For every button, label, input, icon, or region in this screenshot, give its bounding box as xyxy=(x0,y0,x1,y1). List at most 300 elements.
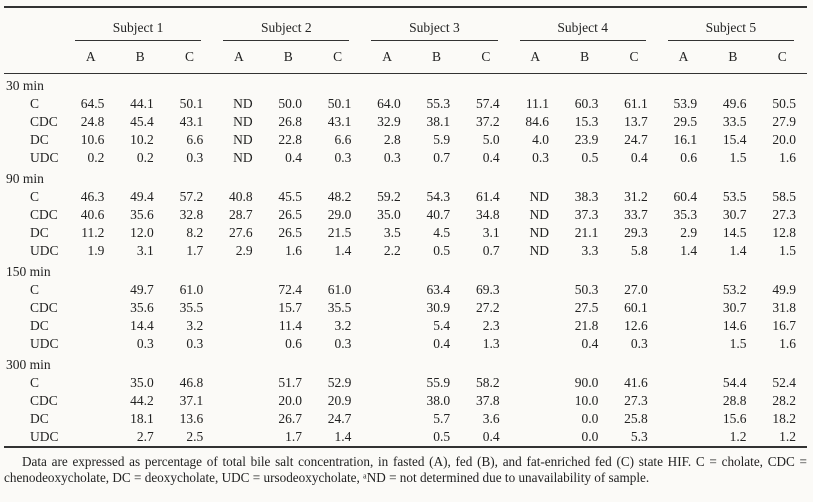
subject-label: Subject 1 xyxy=(75,20,201,41)
data-cell: 27.0 xyxy=(624,282,648,297)
data-cell: 16.1 xyxy=(673,132,698,147)
data-cell: 0.4 xyxy=(581,336,599,351)
data-cell: 3.1 xyxy=(482,225,500,240)
data-cell xyxy=(362,299,411,317)
data-cell: 45.4 xyxy=(130,114,154,129)
data-cell: 8.2 xyxy=(186,225,204,240)
data-cell: 35.5 xyxy=(179,300,204,315)
data-cell: 35.3 xyxy=(673,207,698,222)
data-cell: 21.1 xyxy=(574,225,599,240)
time-group-row xyxy=(4,353,807,374)
data-cell: 35.6 xyxy=(130,300,154,315)
data-cell: 2.9 xyxy=(680,225,698,240)
table-body xyxy=(4,74,807,448)
bile-salt-row-label: DC xyxy=(30,411,49,426)
data-cell: 1.7 xyxy=(186,243,204,258)
data-cell: 27.3 xyxy=(772,207,796,222)
data-cell: 4.0 xyxy=(532,132,549,147)
data-cell xyxy=(214,428,263,447)
subject-label: Subject 5 xyxy=(668,20,794,41)
bile-salt-row-label: C xyxy=(30,282,40,297)
time-group-label: 90 min xyxy=(6,171,44,186)
data-cell: 33.5 xyxy=(722,114,747,129)
data-cell: 1.4 xyxy=(334,429,352,444)
column-header-state-c-subject-4: C xyxy=(609,41,658,74)
data-cell: 1.4 xyxy=(334,243,352,258)
data-cell: 0.4 xyxy=(433,336,451,351)
data-cell: 0.4 xyxy=(482,429,500,444)
data-cell xyxy=(659,428,708,447)
data-cell xyxy=(511,392,560,410)
data-cell xyxy=(66,374,115,392)
data-cell: 6.6 xyxy=(334,132,352,147)
data-cell: 15.4 xyxy=(722,132,747,147)
data-cell: ND xyxy=(529,243,549,258)
column-header-subject-3 xyxy=(362,7,510,41)
data-cell: ND xyxy=(233,114,253,129)
column-header-state-c-subject-5: C xyxy=(758,41,807,74)
data-cell xyxy=(659,281,708,299)
data-cell: 0.7 xyxy=(433,150,451,165)
data-cell: 15.7 xyxy=(278,300,302,315)
data-cell: 63.4 xyxy=(426,282,451,297)
table-row xyxy=(4,410,807,428)
data-cell xyxy=(659,374,708,392)
data-cell: 34.8 xyxy=(475,207,500,222)
data-cell: 0.3 xyxy=(334,336,352,351)
table-footnote: Data are expressed as percentage of total bile salt concentration, in fasted (A), fed (B), and fat-enriched fed (C) state HIF. C = cholate, CDC = chenodeoxycholate, DC = deoxycholate, UDC = ursodeoxycholate, ᵃND = not determined due to unavailability of sample. xyxy=(4,454,807,485)
data-cell: 27.2 xyxy=(475,300,500,315)
data-cell: 11.2 xyxy=(81,225,105,240)
data-cell: 0.3 xyxy=(532,150,549,165)
data-cell: 26.7 xyxy=(278,411,302,426)
data-cell: 11.4 xyxy=(278,318,302,333)
time-group-label: 150 min xyxy=(6,264,51,279)
data-cell: 1.6 xyxy=(285,243,302,258)
data-cell: 2.3 xyxy=(482,318,500,333)
bile-salt-row-label: CDC xyxy=(30,114,58,129)
data-cell: 0.0 xyxy=(581,411,599,426)
data-cell: 1.6 xyxy=(779,336,796,351)
data-cell: 1.4 xyxy=(680,243,698,258)
data-cell xyxy=(362,335,411,353)
data-cell: 33.7 xyxy=(624,207,648,222)
table-row xyxy=(4,149,807,167)
time-group-row xyxy=(4,167,807,188)
bile-salt-row-label: CDC xyxy=(30,207,58,222)
table-head xyxy=(4,7,807,74)
data-cell: 10.6 xyxy=(80,132,105,147)
column-header-state-a-subject-3: A xyxy=(362,41,411,74)
data-cell xyxy=(362,281,411,299)
data-cell: 35.0 xyxy=(130,375,154,390)
data-cell: 0.3 xyxy=(383,150,401,165)
data-cell: 44.1 xyxy=(130,96,154,111)
column-header-state-b-subject-2: B xyxy=(264,41,313,74)
data-cell: 30.9 xyxy=(426,300,451,315)
data-cell: 6.6 xyxy=(186,132,204,147)
data-cell: 58.2 xyxy=(475,375,500,390)
data-cell: 61.4 xyxy=(475,189,500,204)
data-cell: 49.9 xyxy=(772,282,796,297)
data-cell: 40.6 xyxy=(80,207,105,222)
table-row xyxy=(4,206,807,224)
data-cell: 10.0 xyxy=(574,393,599,408)
data-cell xyxy=(659,317,708,335)
data-cell xyxy=(659,299,708,317)
subject-label: Subject 3 xyxy=(371,20,497,41)
data-cell: 64.0 xyxy=(377,96,401,111)
data-cell: 0.5 xyxy=(581,150,599,165)
data-cell: 22.8 xyxy=(278,132,302,147)
table-row xyxy=(4,131,807,149)
data-cell: 72.4 xyxy=(278,282,302,297)
bile-salt-row-label: C xyxy=(30,96,40,111)
data-cell: 54.3 xyxy=(426,189,451,204)
data-cell: 59.2 xyxy=(377,189,401,204)
data-cell: 14.6 xyxy=(722,318,747,333)
data-cell xyxy=(214,299,263,317)
data-cell: 1.2 xyxy=(779,429,796,444)
data-cell: ND xyxy=(233,132,253,147)
data-cell xyxy=(362,410,411,428)
time-group-row xyxy=(4,74,807,96)
data-cell: 1.5 xyxy=(779,243,796,258)
data-cell: 2.2 xyxy=(383,243,401,258)
data-cell: 5.8 xyxy=(630,243,648,258)
data-cell: ND xyxy=(529,207,549,222)
table-row xyxy=(4,188,807,206)
data-cell: 0.0 xyxy=(581,429,599,444)
data-cell: 28.8 xyxy=(722,393,747,408)
bile-salt-row-label: UDC xyxy=(30,429,59,444)
data-cell: 69.3 xyxy=(475,282,500,297)
data-cell: 38.3 xyxy=(574,189,599,204)
data-cell: 5.9 xyxy=(433,132,451,147)
data-cell: 0.2 xyxy=(136,150,154,165)
data-cell: 0.3 xyxy=(630,336,648,351)
data-cell: 13.7 xyxy=(624,114,648,129)
data-cell: 0.5 xyxy=(433,429,451,444)
data-cell xyxy=(214,410,263,428)
data-cell: 0.4 xyxy=(285,150,302,165)
data-cell: 64.5 xyxy=(80,96,105,111)
data-cell: 2.8 xyxy=(383,132,401,147)
data-cell: 27.9 xyxy=(772,114,796,129)
column-header-state-b-subject-4: B xyxy=(560,41,609,74)
data-cell: 61.0 xyxy=(327,282,352,297)
data-cell: 29.5 xyxy=(673,114,698,129)
data-cell xyxy=(659,335,708,353)
column-header-state-b-subject-1: B xyxy=(115,41,164,74)
data-cell: 37.2 xyxy=(475,114,500,129)
data-cell: 0.3 xyxy=(334,150,352,165)
data-cell: 25.8 xyxy=(624,411,648,426)
data-cell: 57.4 xyxy=(475,96,500,111)
data-cell: 16.7 xyxy=(772,318,796,333)
data-cell xyxy=(214,335,263,353)
data-cell: 28.7 xyxy=(228,207,253,222)
data-cell: 1.7 xyxy=(285,429,302,444)
data-cell: 20.0 xyxy=(772,132,796,147)
data-cell: 60.1 xyxy=(624,300,648,315)
data-cell: 35.5 xyxy=(327,300,352,315)
column-header-state-a-subject-2: A xyxy=(214,41,263,74)
data-cell xyxy=(362,374,411,392)
column-header-state-a-subject-5: A xyxy=(659,41,708,74)
state-header-row xyxy=(4,41,807,74)
data-cell: 53.9 xyxy=(673,96,698,111)
table-row xyxy=(4,374,807,392)
data-cell: 0.3 xyxy=(186,336,204,351)
data-cell: 27.3 xyxy=(624,393,648,408)
data-cell: 50.5 xyxy=(772,96,796,111)
table-row xyxy=(4,335,807,353)
data-cell: 31.2 xyxy=(624,189,648,204)
data-cell: 50.1 xyxy=(327,96,352,111)
bile-salt-row-label: CDC xyxy=(30,393,58,408)
data-cell: 12.0 xyxy=(130,225,154,240)
data-cell: 49.6 xyxy=(722,96,747,111)
column-header-state-b-subject-3: B xyxy=(412,41,461,74)
data-cell: 2.9 xyxy=(235,243,253,258)
data-cell xyxy=(511,428,560,447)
bile-salt-row-label: DC xyxy=(30,318,49,333)
data-cell: 1.6 xyxy=(779,150,796,165)
data-cell: 35.6 xyxy=(130,207,154,222)
data-cell: 12.6 xyxy=(624,318,648,333)
data-cell: 44.2 xyxy=(130,393,154,408)
column-header-subject-5 xyxy=(659,7,807,41)
time-group-row xyxy=(4,260,807,281)
data-cell: 1.3 xyxy=(482,336,500,351)
data-cell xyxy=(362,317,411,335)
data-cell: 5.3 xyxy=(630,429,648,444)
data-cell: 1.9 xyxy=(87,243,105,258)
data-cell: 90.0 xyxy=(574,375,599,390)
data-cell xyxy=(511,281,560,299)
table-row xyxy=(4,95,807,113)
bile-salt-row-label: DC xyxy=(30,225,49,240)
column-header-state-a-subject-4: A xyxy=(511,41,560,74)
data-cell: 12.8 xyxy=(772,225,796,240)
table-row xyxy=(4,317,807,335)
subject-label: Subject 4 xyxy=(520,20,646,41)
data-cell xyxy=(362,428,411,447)
data-cell: 51.7 xyxy=(278,375,302,390)
data-cell: 26.5 xyxy=(278,207,302,222)
data-cell xyxy=(66,410,115,428)
data-cell: ND xyxy=(529,189,549,204)
data-cell: 0.2 xyxy=(87,150,105,165)
subject-header-row xyxy=(4,7,807,41)
data-cell: 61.1 xyxy=(624,96,648,111)
data-cell: 11.1 xyxy=(525,96,549,111)
data-cell: 5.7 xyxy=(433,411,451,426)
data-cell: 46.3 xyxy=(80,189,105,204)
data-cell: 1.5 xyxy=(729,336,747,351)
data-cell: 48.2 xyxy=(327,189,352,204)
data-cell xyxy=(362,392,411,410)
time-group-label: 300 min xyxy=(6,357,51,372)
data-cell: 49.4 xyxy=(130,189,154,204)
data-cell: 53.5 xyxy=(722,189,747,204)
data-cell: 29.3 xyxy=(624,225,648,240)
data-cell: 0.6 xyxy=(285,336,302,351)
column-header-state-b-subject-5: B xyxy=(708,41,757,74)
data-cell: 27.6 xyxy=(228,225,253,240)
data-cell: 2.5 xyxy=(186,429,204,444)
data-cell: 61.0 xyxy=(179,282,204,297)
column-header-subject-2 xyxy=(214,7,362,41)
table-row xyxy=(4,299,807,317)
data-cell: 14.5 xyxy=(722,225,747,240)
column-header-subject-4 xyxy=(511,7,659,41)
data-cell xyxy=(214,281,263,299)
data-cell: 38.0 xyxy=(426,393,451,408)
data-cell: 26.8 xyxy=(278,114,302,129)
data-cell: 0.3 xyxy=(136,336,154,351)
data-cell: 3.2 xyxy=(334,318,352,333)
data-cell: 52.4 xyxy=(772,375,796,390)
data-cell xyxy=(511,374,560,392)
bile-salt-row-label: C xyxy=(30,375,40,390)
column-header-subject-1 xyxy=(66,7,214,41)
data-cell: 1.4 xyxy=(729,243,747,258)
data-cell xyxy=(214,374,263,392)
corner-cell xyxy=(4,7,66,74)
data-cell xyxy=(66,335,115,353)
bile-salt-row-label: UDC xyxy=(30,336,59,351)
bile-salt-row-label: CDC xyxy=(30,300,58,315)
table-row xyxy=(4,428,807,447)
data-cell: ND xyxy=(233,96,253,111)
column-header-state-c-subject-3: C xyxy=(461,41,510,74)
data-cell: 23.9 xyxy=(574,132,599,147)
bile-salt-row-label: DC xyxy=(30,132,49,147)
data-cell: 58.5 xyxy=(772,189,796,204)
data-cell: 40.8 xyxy=(228,189,253,204)
data-cell xyxy=(659,392,708,410)
data-cell: 0.3 xyxy=(186,150,204,165)
data-cell: 31.8 xyxy=(772,300,796,315)
data-cell: 0.4 xyxy=(482,150,500,165)
table-row xyxy=(4,113,807,131)
data-cell: 32.9 xyxy=(377,114,401,129)
data-cell: 5.0 xyxy=(482,132,500,147)
data-cell: 3.1 xyxy=(136,243,154,258)
data-cell: 60.3 xyxy=(574,96,599,111)
data-cell xyxy=(214,392,263,410)
data-cell: 45.5 xyxy=(278,189,302,204)
data-cell xyxy=(511,299,560,317)
data-cell xyxy=(511,317,560,335)
column-header-state-c-subject-1: C xyxy=(165,41,214,74)
data-cell: 50.3 xyxy=(574,282,599,297)
data-cell xyxy=(66,392,115,410)
data-cell: 60.4 xyxy=(673,189,698,204)
bile-salt-row-label: UDC xyxy=(30,243,59,258)
data-cell: 29.0 xyxy=(327,207,352,222)
data-cell: 55.3 xyxy=(426,96,451,111)
data-cell: 20.0 xyxy=(278,393,302,408)
data-cell: 3.6 xyxy=(482,411,500,426)
table-row xyxy=(4,242,807,260)
subject-label: Subject 2 xyxy=(223,20,349,41)
data-cell: 27.5 xyxy=(574,300,599,315)
data-cell xyxy=(66,317,115,335)
data-cell: 0.7 xyxy=(482,243,500,258)
bile-salt-row-label: UDC xyxy=(30,150,59,165)
data-cell: 1.5 xyxy=(729,150,747,165)
data-cell: 38.1 xyxy=(426,114,451,129)
data-cell xyxy=(66,281,115,299)
column-header-state-a-subject-1: A xyxy=(66,41,115,74)
data-cell: 24.7 xyxy=(327,411,352,426)
data-cell: 49.7 xyxy=(130,282,154,297)
data-cell: 43.1 xyxy=(179,114,204,129)
data-cell: 37.3 xyxy=(574,207,599,222)
data-cell: 30.7 xyxy=(722,207,747,222)
data-cell: 55.9 xyxy=(426,375,451,390)
data-cell: 0.4 xyxy=(630,150,648,165)
data-cell: 32.8 xyxy=(179,207,204,222)
data-cell: 14.4 xyxy=(130,318,154,333)
data-cell: 15.6 xyxy=(722,411,747,426)
bile-salt-row-label: C xyxy=(30,189,40,204)
data-cell xyxy=(511,335,560,353)
data-cell: 46.8 xyxy=(179,375,204,390)
data-cell xyxy=(66,299,115,317)
data-cell xyxy=(66,428,115,447)
data-cell: 18.1 xyxy=(130,411,154,426)
data-cell: 21.8 xyxy=(574,318,599,333)
data-cell: 41.6 xyxy=(624,375,648,390)
data-cell: 4.5 xyxy=(433,225,451,240)
data-cell xyxy=(511,410,560,428)
data-cell: 30.7 xyxy=(722,300,747,315)
data-cell: 28.2 xyxy=(772,393,796,408)
data-cell: 84.6 xyxy=(525,114,549,129)
data-cell xyxy=(659,410,708,428)
data-cell: 21.5 xyxy=(327,225,352,240)
data-cell: 3.2 xyxy=(186,318,204,333)
time-group-label: 30 min xyxy=(6,78,44,93)
data-cell: 15.3 xyxy=(574,114,599,129)
data-cell: 13.6 xyxy=(179,411,204,426)
table-row xyxy=(4,224,807,242)
data-cell: 40.7 xyxy=(426,207,451,222)
table-row xyxy=(4,281,807,299)
data-cell: 35.0 xyxy=(377,207,401,222)
column-header-state-c-subject-2: C xyxy=(313,41,362,74)
data-cell: 1.2 xyxy=(729,429,747,444)
data-cell: 43.1 xyxy=(327,114,352,129)
data-cell: 3.3 xyxy=(581,243,599,258)
data-cell: 20.9 xyxy=(327,393,352,408)
data-cell: 0.6 xyxy=(680,150,698,165)
data-cell: 5.4 xyxy=(433,318,451,333)
data-cell: 10.2 xyxy=(130,132,154,147)
data-cell: 50.1 xyxy=(179,96,204,111)
data-cell: 50.0 xyxy=(278,96,302,111)
data-cell: 52.9 xyxy=(327,375,352,390)
data-cell: 18.2 xyxy=(772,411,796,426)
data-cell: 53.2 xyxy=(722,282,747,297)
data-cell xyxy=(214,317,263,335)
data-cell: ND xyxy=(529,225,549,240)
data-cell: 26.5 xyxy=(278,225,302,240)
